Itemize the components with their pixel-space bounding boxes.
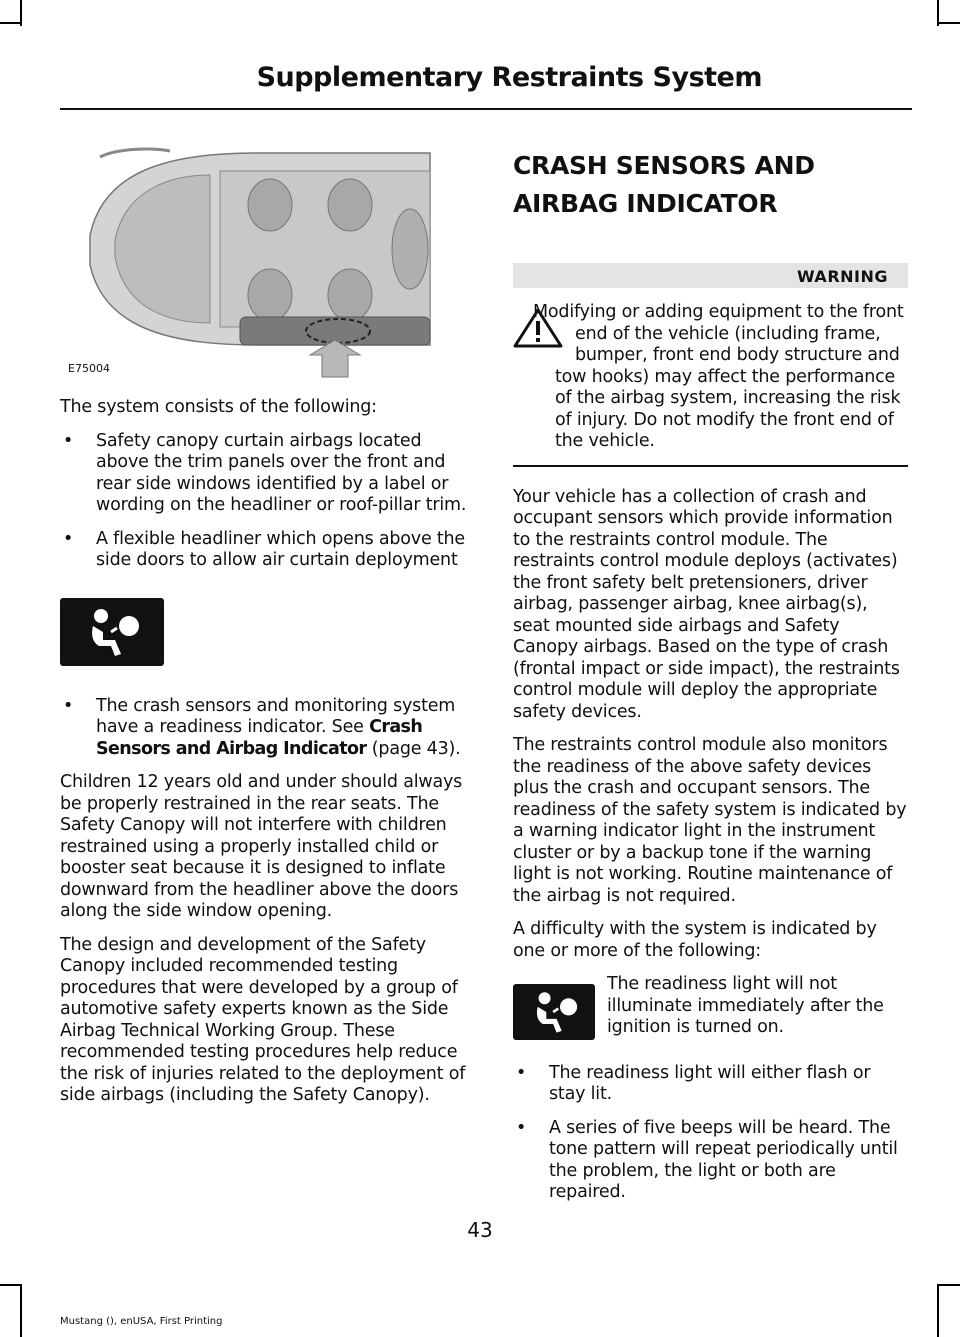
- page-number: 43: [467, 1218, 493, 1242]
- crop-mark: [0, 1284, 22, 1286]
- sensor-list: [60, 696, 475, 761]
- right-column: [513, 145, 908, 1216]
- crop-mark: [0, 22, 22, 24]
- left-column: [60, 145, 475, 1119]
- warning-text: Modifying or adding equipment to the front end of the vehicle (including frame, bumper, front end body structure and tow hooks) may affect the performance of the airbag system, increasing the risk of injury. Do not modify the front end of the vehicle.: [533, 302, 904, 451]
- crop-mark: [938, 22, 960, 24]
- airbag-warning-icon: [60, 598, 164, 666]
- warning-box: [513, 302, 908, 467]
- section-title-line: AIRBAG INDICATOR: [513, 189, 778, 218]
- crash-sensors-link[interactable]: Crash Sensors and Airbag Indicator: [96, 717, 423, 759]
- list-item: • A flexible headliner which opens above the side doors to allow air curtain deployment: [60, 529, 475, 572]
- warning-header: WARNING: [513, 263, 908, 288]
- system-components-list: [60, 431, 475, 572]
- crop-mark: [938, 1284, 960, 1286]
- crop-mark: [20, 1284, 22, 1337]
- sensor-text: The crash sensors and monitoring system have a readiness indicator. See: [96, 695, 456, 737]
- design-paragraph: The design and development of the Safety Canopy included recommended testing procedures that were developed by a group of automotive safety experts known as the Side Airbag Technical Working Group. These recommended testing procedures help reduce the risk of injuries related to the deployment of side airbags (including the Safety Canopy).: [60, 934, 466, 1105]
- difficulty-paragraph: A difficulty with the system is indicated by one or more of the following:: [513, 919, 877, 961]
- car-topview-illustration: [60, 145, 440, 385]
- list-item: • Safety canopy curtain airbags located above the trim panels over the front and rear side windows identified by a label or wording on the headliner or roof-pillar trim.: [60, 431, 475, 517]
- sensors-paragraph: Your vehicle has a collection of crash and occupant sensors which provide information to the restraints control module. The restraints control module deploys (activates) the front safety belt pretensioners, driver airbag, passenger airbag, knee airbag(s), seat mounted side airbags and Safety Canopy airbags. Based on the type of crash (frontal impact or side impact), the restraints control module will deploy the appropriate safety devices.: [513, 486, 900, 722]
- section-title-line: CRASH SENSORS AND: [513, 151, 815, 180]
- crop-mark: [937, 1284, 939, 1337]
- page-title: Supplementary Restraints System: [256, 62, 762, 93]
- indicator-text: The readiness light will not illuminate immediately after the ignition is turned on.: [607, 974, 884, 1037]
- page-header: [60, 60, 912, 110]
- page-reference: (page 43).: [366, 738, 461, 759]
- footer-text: Mustang (), enUSA, First Printing: [60, 1316, 223, 1327]
- section-title: [513, 147, 908, 223]
- airbag-readiness-icon: [513, 984, 595, 1040]
- safety-canopy-illustration: [60, 145, 440, 385]
- list-item: • A series of five beeps will be heard. The tone pattern will repeat periodically until the problem, the light or both are repaired.: [513, 1118, 908, 1204]
- intro-text: The system consists of the following:: [60, 397, 377, 417]
- list-item: • The readiness light will either flash or stay lit.: [513, 1063, 908, 1106]
- children-paragraph: Children 12 years old and under should always be properly restrained in the rear seats. The Safety Canopy will not interfere with children restrained using a properly installed child or booster seat because it is designed to inflate downward from the headliner above the doors along the side window opening.: [60, 772, 463, 921]
- list-item: [60, 696, 475, 761]
- readiness-indicator-row: [513, 974, 908, 1051]
- monitoring-paragraph: The restraints control module also monitors the readiness of the above safety devices plus the crash and occupant sensors. The readiness of the safety system is indicated by a warning indicator light in the instrument cluster or by a backup tone if the warning light is not working. Routine maintenance of the airbag is not required.: [513, 735, 907, 906]
- figure-label: E75004: [68, 362, 110, 375]
- difficulty-list: [513, 1063, 908, 1204]
